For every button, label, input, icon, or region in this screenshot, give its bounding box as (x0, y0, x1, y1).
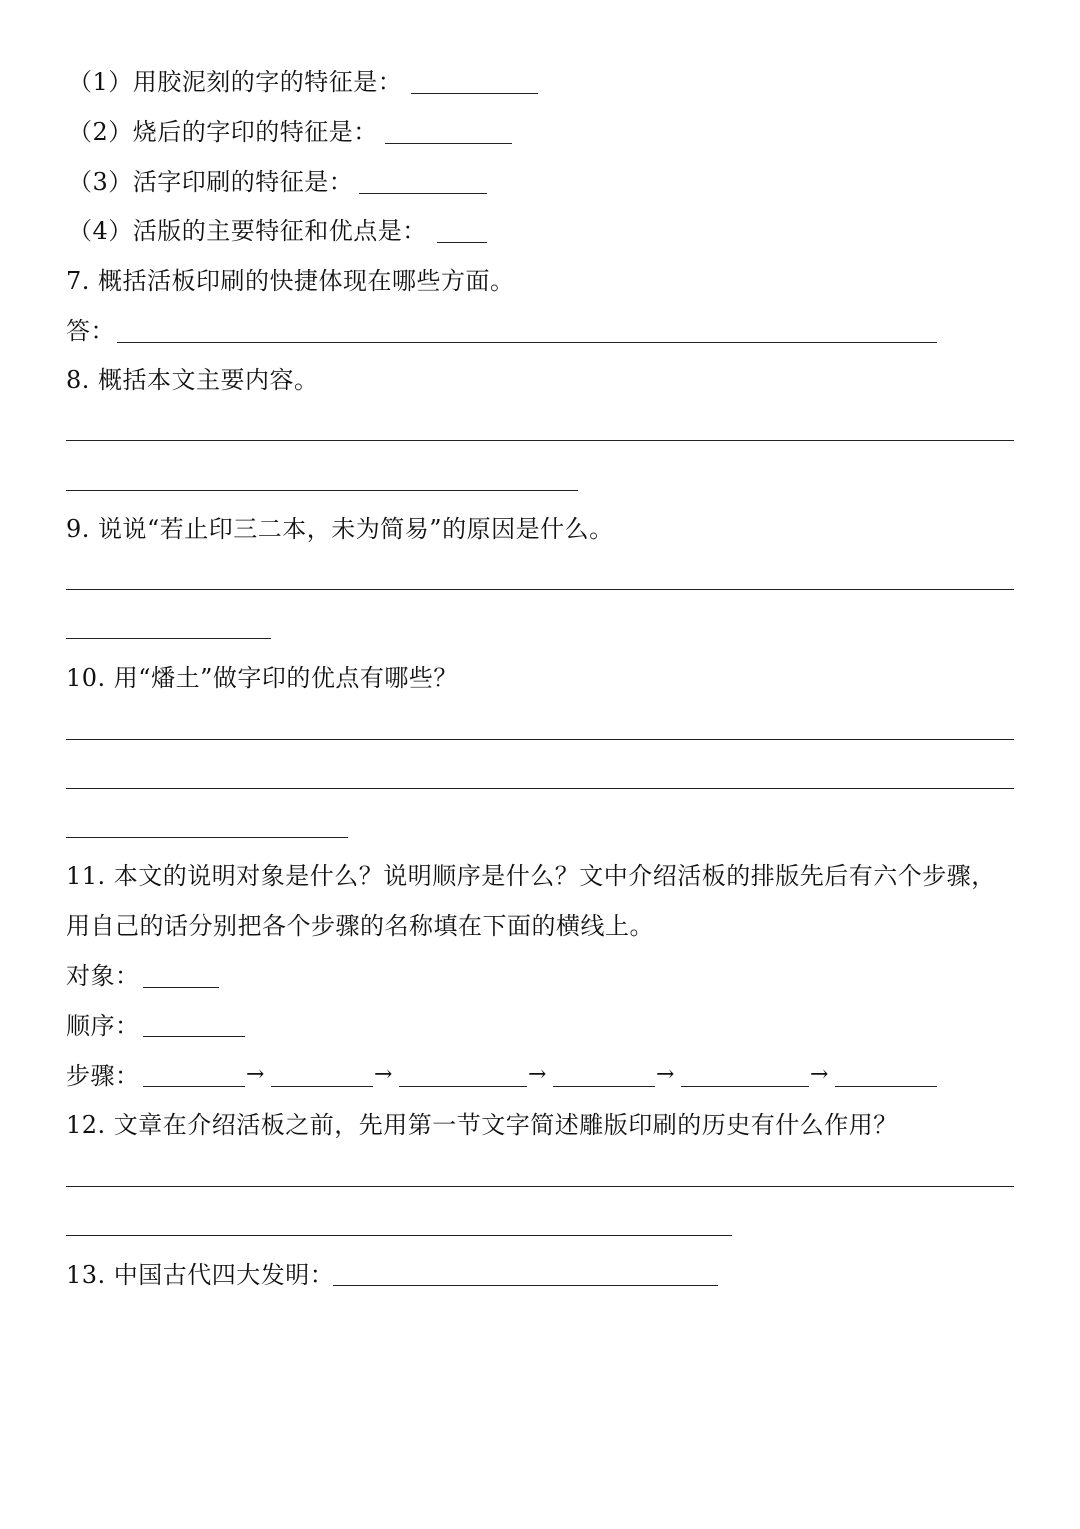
q6-sub3-blank[interactable] (359, 193, 487, 194)
q11-step-blank-5[interactable] (681, 1086, 809, 1087)
q8-answer-line-2[interactable] (66, 490, 578, 491)
q11-order-blank[interactable] (143, 1036, 245, 1037)
q11-step-blank-2[interactable] (271, 1086, 373, 1087)
q12-question: 12. 文章在介绍活板之前，先用第一节文字简述雕版印刷的历史有什么作用？ (66, 1111, 898, 1139)
q7-answer-label: 答： (66, 317, 115, 345)
q13-answer-line[interactable] (333, 1285, 718, 1286)
q11-step-blank-1[interactable] (143, 1086, 245, 1087)
q7-answer-line[interactable] (117, 342, 937, 343)
q11-step-blank-6[interactable] (835, 1086, 937, 1087)
q8-answer-line-1[interactable] (66, 440, 1014, 441)
q9-question: 9. 说说“若止印三二本，未为简易”的原因是什么。 (66, 515, 614, 543)
q6-sub1-blank[interactable] (411, 93, 538, 94)
q6-sub3-text: （3）活字印刷的特征是： (68, 168, 354, 196)
q8-question: 8. 概括本文主要内容。 (66, 366, 319, 394)
step-arrow-icon: → (374, 1062, 393, 1087)
q11-object-blank[interactable] (143, 987, 219, 988)
q13-question: 13. 中国古代四大发明： (66, 1261, 335, 1289)
q9-answer-line-2[interactable] (66, 638, 271, 639)
q10-question: 10. 用“燔土”做字印的优点有哪些？ (66, 664, 458, 692)
q11-step-blank-3[interactable] (399, 1086, 527, 1087)
step-arrow-icon: → (810, 1062, 829, 1087)
q10-answer-line-3[interactable] (66, 837, 348, 838)
q12-answer-line-2[interactable] (66, 1235, 732, 1236)
q6-sub2-blank[interactable] (385, 143, 512, 144)
q11-order-label: 顺序： (66, 1012, 140, 1040)
q11-object-label: 对象： (66, 962, 140, 990)
step-arrow-icon: → (246, 1062, 265, 1087)
q6-sub4-blank[interactable] (437, 242, 487, 243)
q11-question-line1: 11. 本文的说明对象是什么？说明顺序是什么？文中介绍活板的排版先后有六个步骤， (66, 862, 996, 890)
q11-question-line2: 用自己的话分别把各个步骤的名称填在下面的横线上。 (66, 912, 654, 940)
step-arrow-icon: → (528, 1062, 547, 1087)
q6-sub2-text: （2）烧后的字印的特征是： (68, 118, 378, 146)
q12-answer-line-1[interactable] (66, 1186, 1014, 1187)
q11-steps-label: 步骤： (66, 1062, 140, 1090)
q9-answer-line-1[interactable] (66, 589, 1014, 590)
q10-answer-line-2[interactable] (66, 788, 1014, 789)
q6-sub1-text: （1）用胶泥刻的字的特征是： (68, 68, 403, 96)
q7-question: 7. 概括活板印刷的快捷体现在哪些方面。 (66, 267, 515, 295)
q10-answer-line-1[interactable] (66, 739, 1014, 740)
step-arrow-icon: → (656, 1062, 675, 1087)
q6-sub4-text: （4）活版的主要特征和优点是： (68, 217, 427, 245)
q11-step-blank-4[interactable] (553, 1086, 655, 1087)
